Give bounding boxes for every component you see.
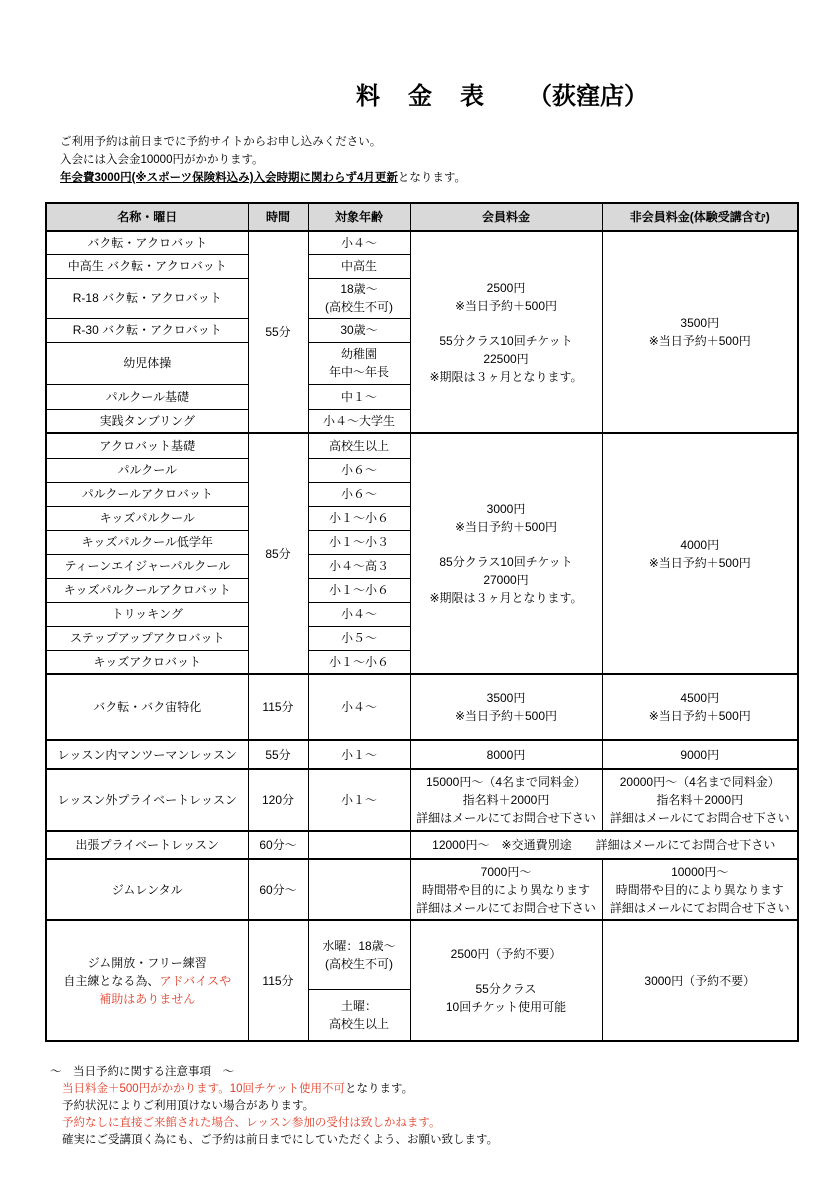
target-age: 小４～ xyxy=(308,231,410,254)
duration: 55分 xyxy=(248,231,308,433)
target-age: 小４～ xyxy=(308,674,410,740)
intro-line-reservation: ご利用予約は前日までに予約サイトからお申し込みください。 xyxy=(60,136,382,148)
target-age-saturday: 土曜： 高校生以上 xyxy=(308,989,410,1041)
open-gym-warning: アドバイスや xyxy=(159,973,232,988)
nonmember-price: 10000円～ 時間帯や目的により異なります 詳細はメールにてお問合せ下さい xyxy=(602,859,798,920)
class-name: 幼児体操 xyxy=(46,342,248,384)
member-price: 3500円 ※当日予約＋500円 xyxy=(410,674,602,740)
duration: 60分～ xyxy=(248,831,308,859)
class-name: パルクール基礎 xyxy=(46,384,248,409)
target-age: 小６～ xyxy=(308,458,410,482)
open-gym-warning: 補助はありません xyxy=(99,991,196,1006)
class-name: レッスン内マンツーマンレッスン xyxy=(46,740,248,769)
table-row xyxy=(46,859,798,920)
table-row xyxy=(46,433,798,458)
table-row xyxy=(46,674,798,740)
class-name: ジムレンタル xyxy=(46,859,248,920)
target-age xyxy=(308,831,410,859)
target-age: 小６～ xyxy=(308,482,410,506)
intro-line-annual-fee xyxy=(60,169,466,187)
class-name: 出張プライベートレッスン xyxy=(46,831,248,859)
class-name: ティーンエイジャーパルクール xyxy=(46,554,248,578)
class-name: キッズパルクールアクロバット xyxy=(46,578,248,602)
target-age: 高校生以上 xyxy=(308,433,410,458)
target-age: 18歳～ (高校生不可) xyxy=(308,278,410,318)
reservation-notes xyxy=(50,1064,498,1149)
duration: 120分 xyxy=(248,769,308,831)
header-row xyxy=(46,203,798,231)
class-name: レッスン外プライベートレッスン xyxy=(46,769,248,831)
header-member: 会員料金 xyxy=(410,203,602,231)
table-row xyxy=(46,769,798,831)
class-name: バク転・アクロバット xyxy=(46,231,248,254)
header-name: 名称・曜日 xyxy=(46,203,248,231)
class-name: パルクール xyxy=(46,458,248,482)
nonmember-price: 4000円 ※当日予約＋500円 xyxy=(602,433,798,674)
target-age: 小５～ xyxy=(308,626,410,650)
member-price: 15000円～（4名まで同料金） 指名料＋2000円 詳細はメールにてお問合せ下さい xyxy=(410,769,602,831)
dispatch-price: 12000円～ ※交通費別途 詳細はメールにてお問合せ下さい xyxy=(410,831,798,859)
class-name: トリッキング xyxy=(46,602,248,626)
class-name: キッズアクロバット xyxy=(46,650,248,674)
target-age: 小４～大学生 xyxy=(308,409,410,433)
note-line: 当日料金＋500円がかかります。10回チケット使用不可となります。 xyxy=(62,1083,414,1095)
class-name: キッズパルクール xyxy=(46,506,248,530)
table-row xyxy=(46,740,798,769)
annual-fee-rest: となります。 xyxy=(397,172,466,184)
target-age-wednesday: 水曜：18歳～ (高校生不可) xyxy=(308,920,410,989)
price-table xyxy=(45,202,799,1042)
class-name: 中高生 バク転・アクロバット xyxy=(46,254,248,278)
header-time: 時間 xyxy=(248,203,308,231)
target-age: 中１～ xyxy=(308,384,410,409)
target-age xyxy=(308,859,410,920)
class-name: ジム開放・フリー練習 自主練となる為、アドバイスや 補助はありません xyxy=(46,920,248,1041)
duration: 55分 xyxy=(248,740,308,769)
target-age: 小１～小３ xyxy=(308,530,410,554)
target-age: 幼稚園 年中～年長 xyxy=(308,342,410,384)
class-name: パルクールアクロバット xyxy=(46,482,248,506)
annual-fee-emphasis: 年会費3000円(※スポーツ保険料込み)入会時期に関わらず4月更新 xyxy=(60,172,398,184)
target-age: 小４～ xyxy=(308,602,410,626)
class-name: R-18 バク転・アクロバット xyxy=(46,278,248,318)
notes-heading: ～ 当日予約に関する注意事項 ～ xyxy=(50,1066,234,1078)
class-name: ステップアップアクロバット xyxy=(46,626,248,650)
class-name: R-30 バク転・アクロバット xyxy=(46,318,248,342)
member-price: 2500円（予約不要） 55分クラス 10回チケット使用可能 xyxy=(410,920,602,1041)
table-row xyxy=(46,920,798,989)
target-age: 小４～高３ xyxy=(308,554,410,578)
header-age: 対象年齢 xyxy=(308,203,410,231)
intro-text xyxy=(60,133,466,187)
duration: 115分 xyxy=(248,674,308,740)
table-row xyxy=(46,231,798,254)
member-price: 2500円 ※当日予約＋500円 55分クラス10回チケット 22500円 ※期限は３ヶ月となります。 xyxy=(410,231,602,433)
duration: 115分 xyxy=(248,920,308,1041)
target-age: 小１～ xyxy=(308,769,410,831)
target-age: 中高生 xyxy=(308,254,410,278)
class-name: キッズパルクール低学年 xyxy=(46,530,248,554)
nonmember-price: 9000円 xyxy=(602,740,798,769)
intro-line-enrollment-fee: 入会には入会金10000円がかかります。 xyxy=(60,154,264,166)
nonmember-price: 3000円（予約不要） xyxy=(602,920,798,1041)
note-line: 予約なしに直接ご来館された場合、レッスン参加の受付は致しかねます。 xyxy=(62,1117,441,1129)
page-title: 料 金 表 xyxy=(356,83,486,110)
open-gym-note: 自主練となる為、 xyxy=(63,973,160,988)
store-name: （荻窪店） xyxy=(528,83,648,110)
nonmember-price: 20000円～（4名まで同料金） 指名料＋2000円 詳細はメールにてお問合せ下さい xyxy=(602,769,798,831)
class-name: アクロバット基礎 xyxy=(46,433,248,458)
target-age: 小１～ xyxy=(308,740,410,769)
target-age: 30歳～ xyxy=(308,318,410,342)
duration: 60分～ xyxy=(248,859,308,920)
nonmember-price: 3500円 ※当日予約＋500円 xyxy=(602,231,798,433)
note-line: 確実にご受講頂く為にも、ご予約は前日までにしていただくよう、お願い致します。 xyxy=(62,1134,499,1146)
target-age: 小１～小６ xyxy=(308,506,410,530)
target-age: 小１～小６ xyxy=(308,578,410,602)
target-age: 小１～小６ xyxy=(308,650,410,674)
member-price: 3000円 ※当日予約＋500円 85分クラス10回チケット 27000円 ※期限は３ヶ月となります。 xyxy=(410,433,602,674)
duration: 85分 xyxy=(248,433,308,674)
table-row xyxy=(46,831,798,859)
member-price: 8000円 xyxy=(410,740,602,769)
header-nonmember: 非会員料金(体験受講含む) xyxy=(602,203,798,231)
class-name: 実践タンブリング xyxy=(46,409,248,433)
class-name: バク転・バク宙特化 xyxy=(46,674,248,740)
nonmember-price: 4500円 ※当日予約＋500円 xyxy=(602,674,798,740)
member-price: 7000円～ 時間帯や目的により異なります 詳細はメールにてお問合せ下さい xyxy=(410,859,602,920)
note-line: 予約状況によりご利用頂けない場合があります。 xyxy=(62,1100,315,1112)
